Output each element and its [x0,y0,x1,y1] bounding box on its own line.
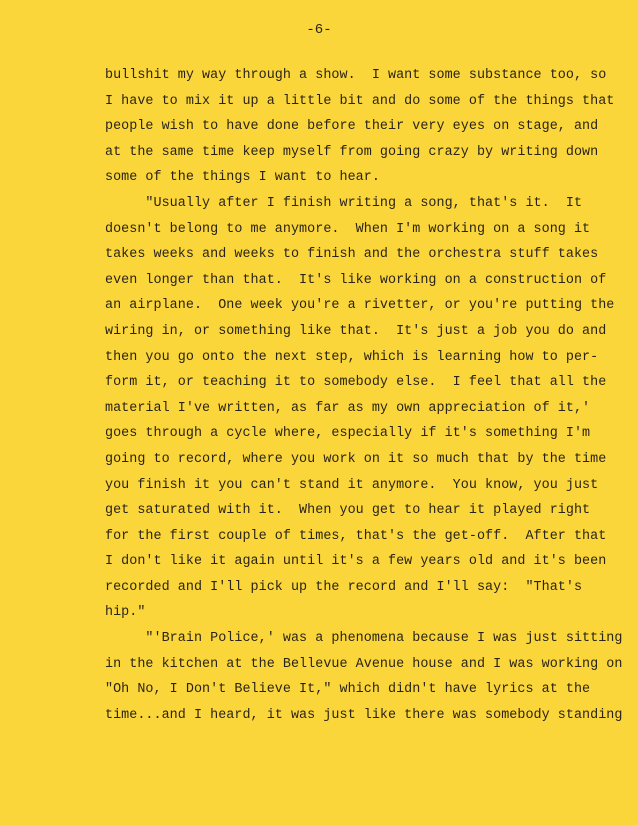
text-line: material I've written, as far as my own appreciation of it,' [105,400,591,416]
text-line: "'Brain Police,' was a phenomena because I was just sitting [105,631,623,647]
text-line: an airplane. One week you're a rivetter, or you're putting the [105,298,615,314]
text-line: get saturated with it. When you get to hear it played right [105,503,591,519]
text-line: at the same time keep myself from going crazy by writing down [105,144,599,160]
text-line: for the first couple of times, that's the get-off. After that [105,528,607,544]
text-line: I have to mix it up a little bit and do some of the things that [105,93,615,109]
text-line: time...and I heard, it was just like there was somebody standing [105,707,623,723]
text-line: recorded and I'll pick up the record and I'll say: "That's [105,579,583,595]
text-line: you finish it you can't stand it anymore. You know, you just [105,477,599,493]
text-line: people wish to have done before their very eyes on stage, and [105,119,599,135]
text-line: "Oh No, I Don't Believe It," which didn't have lyrics at the [105,682,591,698]
text-line: goes through a cycle where, especially if it's something I'm [105,426,591,442]
text-line: doesn't belong to me anymore. When I'm working on a song it [105,221,591,237]
text-line: takes weeks and weeks to finish and the orchestra stuff takes [105,247,599,263]
text-line: in the kitchen at the Bellevue Avenue house and I was working on [105,656,623,672]
page-number: -6- [306,22,332,38]
text-line: some of the things I want to hear. [105,170,380,186]
text-line: going to record, where you work on it so much that by the time [105,451,607,467]
text-line: "Usually after I finish writing a song, that's it. It [105,195,583,211]
text-line: form it, or teaching it to somebody else. I feel that all the [105,375,607,391]
text-line: even longer than that. It's like working on a construction of [105,272,607,288]
text-line: bullshit my way through a show. I want some substance too, so [105,68,607,83]
text-line: wiring in, or something like that. It's just a job you do and [105,323,607,339]
text-line: hip." [105,605,146,621]
text-line: then you go onto the next step, which is learning how to per- [105,349,599,365]
body-text [105,63,625,728]
text-line: I don't like it again until it's a few years old and it's been [105,554,607,570]
